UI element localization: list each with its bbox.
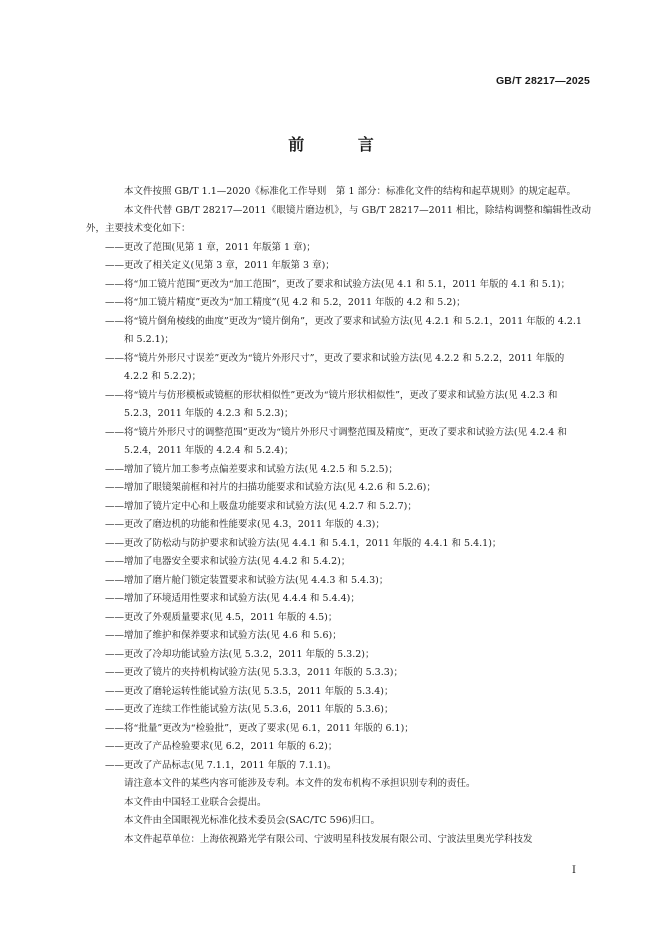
change-item (105, 387, 591, 424)
dash-marker: —— (105, 667, 124, 678)
intro-paragraph: 本文件按照 GB/T 1.1—2020《标准化工作导则 第 1 部分：标准化文件的结构和起草规则》的规定起草。 (124, 186, 577, 197)
dash-marker: —— (105, 352, 124, 364)
change-item (105, 294, 591, 313)
change-item-text: 将“加工镜片范围”更改为“加工范围”，更改了要求和试验方法(见 4.1 和 5.1，2011 年版的 4.1 和 5.1)； (124, 278, 571, 290)
change-item-text: 增加了镜片定中心和上吸盘功能要求和试验方法(见 4.2.7 和 5.2.7)； (124, 500, 417, 512)
change-item (105, 609, 591, 628)
change-item (105, 350, 591, 387)
dash-marker: —— (105, 611, 124, 623)
change-item-text: 将“镜片倒角棱线的曲度”更改为“镜片倒角”，更改了要求和试验方法(见 4.2.1 和 5.2.1，2011 年版的 4.2.1 和 5.2.1)； (124, 315, 582, 345)
change-item-text: 更改了相关定义(见第 3 章，2011 年版第 3 章)； (124, 260, 335, 271)
change-item (105, 757, 591, 776)
change-item-text: 更改了防松动与防护要求和试验方法(见 4.4.1 和 5.4.1，2011 年版的 4.4.1 和 5.4.1)； (124, 537, 502, 549)
change-item-text: 增加了维护和保养要求和试验方法(见 4.6 和 5.6)； (124, 630, 342, 641)
change-item (105, 572, 591, 591)
dash-marker: —— (105, 278, 124, 290)
change-item (105, 720, 591, 739)
change-item-text: 增加了镜片加工参考点偏差要求和试验方法(见 4.2.5 和 5.2.5)； (124, 463, 398, 475)
closing-paragraph: 本文件由中国轻工业联合会提出。 (124, 796, 267, 808)
standard-number: GB/T 28217—2025 (495, 75, 590, 87)
closing-paragraph: 本文件起草单位：上海依视路光学有限公司、宁波明星科技发展有限公司、宁波法里奥光学科技发 (124, 833, 533, 845)
foreword-body (86, 183, 591, 849)
change-item-text: 更改了连续工作性能试验方法(见 5.3.6，2011 年版的 5.3.6)； (124, 704, 394, 715)
change-item (105, 738, 591, 757)
page-number: I (572, 865, 576, 876)
closing-paragraph: 本文件由全国眼视光标准化技术委员会(SAC/TC 596)归口。 (124, 815, 381, 826)
change-item (105, 424, 591, 461)
dash-marker: —— (105, 315, 124, 327)
change-item-text: 更改了产品标志(见 7.1.1，2011 年版的 7.1.1)。 (124, 759, 337, 771)
change-item (105, 590, 591, 609)
dash-marker: —— (105, 519, 124, 530)
dash-marker: —— (105, 648, 124, 660)
dash-marker: —— (105, 389, 124, 401)
change-item-text: 增加了电器安全要求和试验方法(见 4.4.2 和 5.4.2)； (124, 556, 351, 567)
dash-marker: —— (105, 593, 124, 604)
dash-marker: —— (105, 630, 124, 641)
closing-section (105, 775, 591, 849)
dash-marker: —— (105, 741, 124, 752)
dash-marker: —— (105, 241, 124, 253)
change-item-text: 将“镜片外形尺寸的调整范围”更改为“镜片外形尺寸调整范围及精度”，更改了要求和试验方法(见 4.2.4 和 5.2.4，2011 年版的 4.2.4 和 5.2.4)； (124, 426, 567, 456)
dash-marker: —— (105, 500, 124, 512)
dash-marker: —— (105, 426, 124, 438)
change-item-text: 更改了磨边机的功能和性能要求(见 4.3，2011 年版的 4.3)； (124, 519, 385, 530)
change-item (105, 257, 591, 276)
change-item-text: 更改了外观质量要求(见 4.5，2011 年版的 4.5)； (124, 611, 338, 623)
change-item-text: 增加了环境适用性要求和试验方法(见 4.4.4 和 5.4.4)； (124, 593, 360, 604)
change-item (105, 683, 591, 702)
change-item (105, 313, 591, 350)
change-item-text: 增加了磨片舱门锁定装置要求和试验方法(见 4.4.3 和 5.4.3)； (124, 574, 389, 586)
change-item-text: 更改了镜片的夹持机构试验方法(见 5.3.3，2011 年版的 5.3.3)； (124, 667, 403, 678)
change-item (105, 516, 591, 535)
intro-paragraph: 本文件代替 GB/T 28217—2011《眼镜片磨边机》，与 GB/T 28217—2011 相比，除结构调整和编辑性改动外，主要技术变化如下： (86, 204, 591, 234)
change-item-text: 更改了磨轮运转性能试验方法(见 5.3.5，2011 年版的 5.3.4)； (124, 685, 394, 697)
change-item (105, 239, 591, 258)
dash-marker: —— (105, 463, 124, 475)
change-item-text: 将“批量”更改为“检验批”，更改了要求(见 6.1，2011 年版的 6.1)； (124, 722, 414, 734)
dash-marker: —— (105, 537, 124, 549)
dash-marker: —— (105, 685, 124, 697)
change-item (105, 461, 591, 480)
dash-marker: —— (105, 704, 124, 715)
change-item (105, 276, 591, 295)
intro-section (86, 183, 591, 239)
page-title: 前 言 (288, 135, 398, 154)
change-item-text: 增加了眼镜架前框和衬片的扫描功能要求和试验方法(见 4.2.6 和 5.2.6)； (124, 482, 436, 493)
dash-marker: —— (105, 556, 124, 567)
change-item (105, 646, 591, 665)
change-item (105, 553, 591, 572)
change-item-text: 更改了冷却功能试验方法(见 5.3.2，2011 年版的 5.3.2)； (124, 648, 375, 660)
change-item (105, 535, 591, 554)
change-item-text: 更改了范围(见第 1 章，2011 年版第 1 章)； (124, 241, 316, 253)
change-item (105, 701, 591, 720)
change-item (105, 627, 591, 646)
dash-marker: —— (105, 260, 124, 271)
dash-marker: —— (105, 722, 124, 734)
dash-marker: —— (105, 759, 124, 771)
changes-list (105, 239, 591, 776)
change-item (105, 498, 591, 517)
change-item-text: 将“镜片与仿形模板或镜框的形状相似性”更改为“镜片形状相似性”，更改了要求和试验方法(见 4.2.3 和 5.2.3，2011 年版的 4.2.3 和 5.2.3)； (124, 389, 558, 419)
change-item (105, 664, 591, 683)
dash-marker: —— (105, 297, 124, 308)
dash-marker: —— (105, 574, 124, 586)
dash-marker: —— (105, 482, 124, 493)
change-item (105, 479, 591, 498)
closing-paragraph: 请注意本文件的某些内容可能涉及专利。本文件的发布机构不承担识别专利的责任。 (124, 778, 476, 789)
change-item-text: 更改了产品检验要求(见 6.2，2011 年版的 6.2)； (124, 741, 338, 752)
change-item-text: 将“加工镜片精度”更改为“加工精度”(见 4.2 和 5.2，2011 年版的 4.2 和 5.2)； (124, 297, 466, 308)
change-item-text: 将“镜片外形尺寸误差”更改为“镜片外形尺寸”，更改了要求和试验方法(见 4.2.2 和 5.2.2，2011 年版的 4.2.2 和 5.2.2)； (124, 352, 565, 382)
